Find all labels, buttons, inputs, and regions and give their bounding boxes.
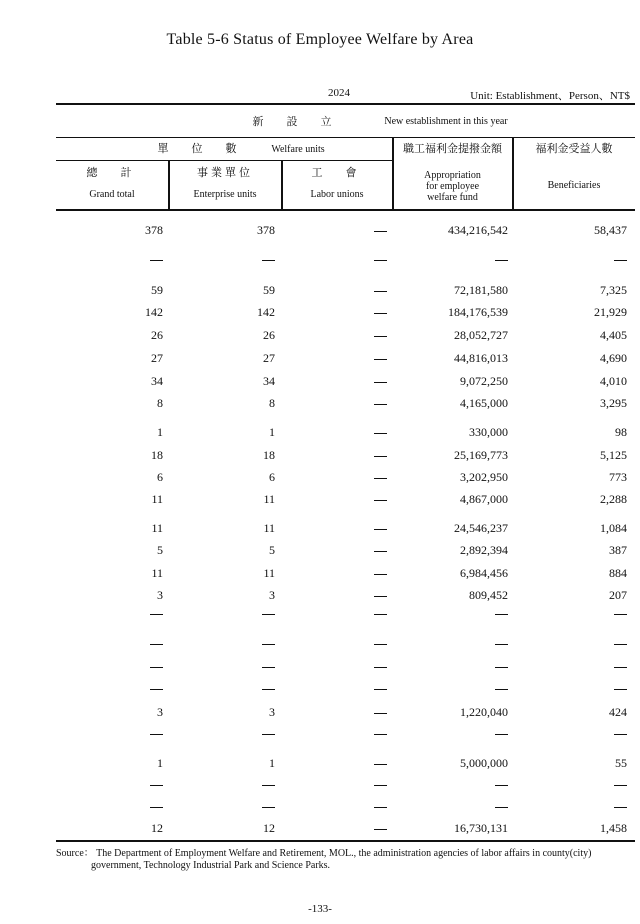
table-year: 2024 [328,87,350,99]
header-top-rule [56,103,635,105]
table-cell: 6 [269,470,275,484]
dash-mark [374,644,387,645]
dash-mark [374,764,387,765]
table-cell: 1,220,040 [460,705,508,719]
table-cell: 4,010 [600,374,627,388]
table-cell: 21,929 [594,305,627,319]
dash-mark [374,336,387,337]
table-cell: 16,730,131 [454,821,508,835]
table-cell [374,756,387,770]
table-cell [374,492,387,506]
dash-mark [150,734,163,735]
header-new-zh: 新 設 立 [252,115,338,128]
dash-mark [374,829,387,830]
dash-mark [614,260,627,261]
header-ben-en: Beneficiaries [547,180,601,191]
table-cell [262,681,275,695]
table-cell [374,283,387,297]
table-cell: 5 [269,543,275,557]
table-cell: 378 [257,223,275,237]
table-cell: 27 [263,351,275,365]
dash-mark [495,807,508,808]
table-cell: 3,295 [600,396,627,410]
table-cell [495,636,508,650]
page-title: Table 5-6 Status of Employee Welfare by Area [166,31,474,48]
table-cell [374,606,387,620]
table-cell: 98 [615,425,627,439]
header-units-en: Welfare units [271,144,325,155]
table-cell: 142 [257,305,275,319]
table-cell: 8 [157,396,163,410]
header-total-zh: 總 計 [86,166,138,179]
dash-mark [262,689,275,690]
dash-mark [614,785,627,786]
dash-mark [374,667,387,668]
dash-mark [614,667,627,668]
dash-mark [374,291,387,292]
table-cell: 12 [151,821,163,835]
dash-mark [495,667,508,668]
header-total-en: Grand total [89,189,135,200]
table-cell [150,799,163,813]
table-cell: 18 [263,448,275,462]
table-cell: 434,216,542 [448,223,508,237]
table-cell: 8 [269,396,275,410]
table-cell: 26 [151,328,163,342]
table-cell [374,681,387,695]
header-lab-zh: 工 會 [311,166,363,179]
table-cell [374,374,387,388]
page-number: -133- [308,903,332,915]
table-cell: 6 [157,470,163,484]
table-cell: 3,202,950 [460,470,508,484]
table-cell [262,659,275,673]
table-cell [614,659,627,673]
table-cell: 4,867,000 [460,492,508,506]
dash-mark [495,614,508,615]
dash-mark [495,689,508,690]
table-cell: 34 [151,374,163,388]
table-cell: 2,288 [600,492,627,506]
table-cell: 59 [151,283,163,297]
table-cell: 4,405 [600,328,627,342]
table-cell: 3 [157,588,163,602]
table-cell [374,448,387,462]
table-cell: 5,000,000 [460,756,508,770]
dash-mark [374,785,387,786]
dash-mark [150,689,163,690]
table-cell: 24,546,237 [454,521,508,535]
table-cell: 4,690 [600,351,627,365]
header-rule-2 [56,160,393,161]
table-cell [150,659,163,673]
table-cell [614,726,627,740]
header-ent-en: Enterprise units [193,189,257,200]
header-units-zh: 單 位 數 [157,142,243,155]
table-cell [495,799,508,813]
dash-mark [374,433,387,434]
table-cell: 3 [157,705,163,719]
dash-mark [374,551,387,552]
table-cell: 18 [151,448,163,462]
header-new-en: New establishment in this year [384,116,508,127]
table-cell [150,726,163,740]
dash-mark [150,614,163,615]
table-cell [495,659,508,673]
dash-mark [374,404,387,405]
header-fund-zh: 職工福利金提撥金額 [403,142,502,155]
table-cell: 142 [145,305,163,319]
table-cell: 1 [157,756,163,770]
table-cell: 59 [263,283,275,297]
table-cell: 5,125 [600,448,627,462]
table-cell: 1,084 [600,521,627,535]
table-cell: 3 [269,705,275,719]
table-cell [495,252,508,266]
table-cell: 809,452 [469,588,508,602]
table-cell [374,521,387,535]
table-cell: 1 [269,756,275,770]
table-cell: 27 [151,351,163,365]
table-cell [495,726,508,740]
table-cell [374,705,387,719]
table-cell [614,681,627,695]
dash-mark [495,785,508,786]
dash-mark [614,807,627,808]
table-cell [374,351,387,365]
dash-mark [374,734,387,735]
dash-mark [262,807,275,808]
table-cell [374,726,387,740]
dash-mark [374,359,387,360]
dash-mark [262,644,275,645]
dash-mark [374,382,387,383]
dash-mark [495,644,508,645]
header-ben-zh: 福利金受益人數 [535,142,613,155]
table-cell [150,777,163,791]
dash-mark [614,689,627,690]
table-cell: 44,816,013 [454,351,508,365]
table-cell [262,636,275,650]
dash-mark [374,500,387,501]
dash-mark [374,456,387,457]
table-cell: 184,176,539 [448,305,508,319]
table-cell [262,252,275,266]
table-cell [374,470,387,484]
table-cell: 11 [263,492,275,506]
table-cell: 2,892,394 [460,543,508,557]
table-cell: 5 [157,543,163,557]
dash-mark [262,785,275,786]
table-cell: 387 [609,543,627,557]
table-cell [374,396,387,410]
table-cell [374,588,387,602]
source-note: Source： The Department of Employment Welfare and Retirement, MOL., the administration agencies of labor affairs in county(city) government, Technology Industrial Park and Science Parks. [56,848,592,871]
dash-mark [262,614,275,615]
dash-mark [150,807,163,808]
table-cell: 773 [609,470,627,484]
dash-mark [495,734,508,735]
table-cell: 884 [609,566,627,580]
table-cell [374,821,387,835]
table-cell: 58,437 [594,223,627,237]
table-cell: 34 [263,374,275,388]
table-unit: Unit: Establishment、Person、NT$ [470,90,630,102]
header-fund-en: Appropriation for employee welfare fund [424,170,481,203]
table-cell: 9,072,250 [460,374,508,388]
dash-mark [262,260,275,261]
table-cell: 72,181,580 [454,283,508,297]
dash-mark [150,260,163,261]
table-cell: 25,169,773 [454,448,508,462]
dash-mark [374,231,387,232]
table-cell [262,799,275,813]
table-bottom-rule [56,840,635,842]
dash-mark [374,689,387,690]
table-cell: 11 [151,492,163,506]
table-cell: 7,325 [600,283,627,297]
table-cell [614,799,627,813]
table-cell: 1,458 [600,821,627,835]
table-cell [150,252,163,266]
dash-mark [374,478,387,479]
table-cell [374,543,387,557]
header-bottom-rule [56,209,635,211]
table-cell [374,799,387,813]
dash-mark [374,614,387,615]
table-cell [374,777,387,791]
dash-mark [614,734,627,735]
dash-mark [374,529,387,530]
table-cell [614,636,627,650]
table-cell: 1 [269,425,275,439]
dash-mark [374,807,387,808]
table-cell: 11 [263,566,275,580]
dash-mark [150,644,163,645]
table-cell: 12 [263,821,275,835]
table-cell [374,328,387,342]
dash-mark [262,734,275,735]
table-cell [614,606,627,620]
table-cell [262,606,275,620]
table-cell: 6,984,456 [460,566,508,580]
table-cell [374,659,387,673]
dash-mark [262,667,275,668]
table-cell [495,777,508,791]
table-cell: 3 [269,588,275,602]
table-cell [374,223,387,237]
dash-mark [374,596,387,597]
table-cell [495,681,508,695]
table-cell [614,252,627,266]
dash-mark [614,644,627,645]
table-cell: 4,165,000 [460,396,508,410]
dash-mark [374,313,387,314]
table-cell [150,681,163,695]
table-cell: 207 [609,588,627,602]
table-cell: 330,000 [469,425,508,439]
dash-mark [374,713,387,714]
table-cell [495,606,508,620]
table-cell: 26 [263,328,275,342]
table-cell [262,726,275,740]
table-cell [150,636,163,650]
dash-mark [495,260,508,261]
table-cell [262,777,275,791]
table-cell: 378 [145,223,163,237]
table-cell [374,305,387,319]
dash-mark [374,260,387,261]
table-cell: 11 [151,521,163,535]
table-cell: 28,052,727 [454,328,508,342]
table-cell: 424 [609,705,627,719]
table-cell: 55 [615,756,627,770]
table-cell [150,606,163,620]
header-ent-zh: 事業單位 [197,166,253,179]
table-cell: 11 [151,566,163,580]
dash-mark [150,667,163,668]
table-cell [614,777,627,791]
header-lab-en: Labor unions [310,189,364,200]
table-cell [374,425,387,439]
table-cell: 1 [157,425,163,439]
header-rule-1 [56,137,635,138]
dash-mark [150,785,163,786]
dash-mark [374,574,387,575]
dash-mark [614,614,627,615]
table-cell [374,566,387,580]
table-cell: 11 [263,521,275,535]
table-cell [374,636,387,650]
table-cell [374,252,387,266]
